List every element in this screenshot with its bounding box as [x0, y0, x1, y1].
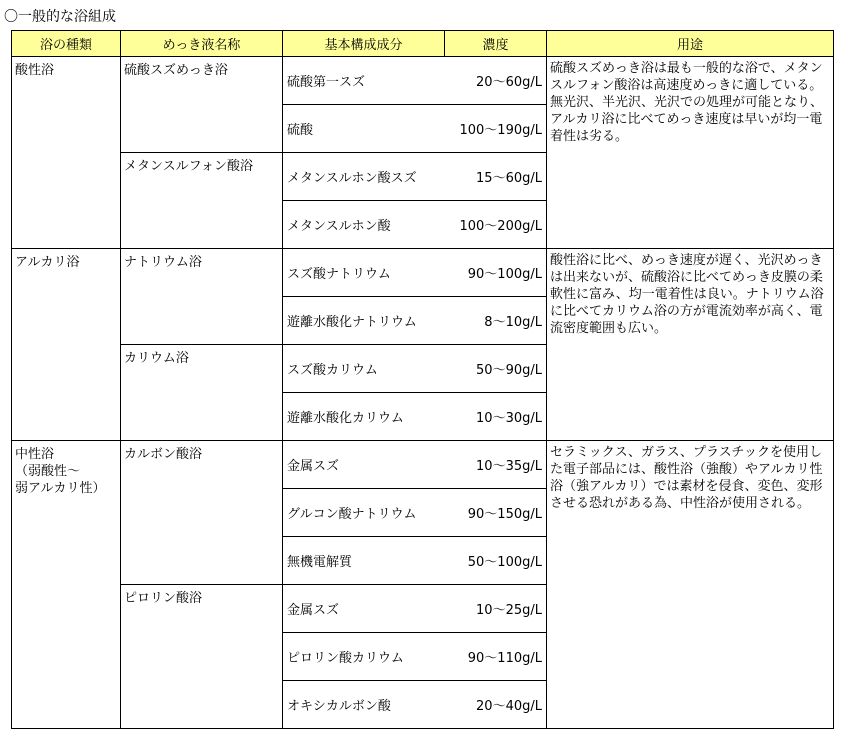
concentration-cell: 10〜35g/L	[445, 441, 547, 489]
component-cell: 硫酸第一スズ	[283, 57, 445, 105]
solution-name-cell: メタンスルフォン酸浴	[121, 153, 283, 249]
concentration-cell: 90〜100g/L	[445, 249, 547, 297]
concentration-cell: 90〜110g/L	[445, 633, 547, 681]
component-cell: ピロリン酸カリウム	[283, 633, 445, 681]
component-cell: スズ酸カリウム	[283, 345, 445, 393]
table-row	[12, 249, 834, 297]
bath-type-cell	[12, 441, 121, 729]
component-cell: オキシカルボン酸	[283, 681, 445, 729]
concentration-cell: 90〜150g/L	[445, 489, 547, 537]
use-cell: 硫酸スズめっき浴は最も一般的な浴で、メタンスルフォン酸浴は高速度めっきに適している。無光沢、半光沢、光沢での処理が可能となり、アルカリ浴に比べてめっき速度は早いが均一電着性は劣る。	[547, 57, 834, 249]
bath-type-line: 中性浴	[15, 447, 55, 462]
concentration-cell: 50〜90g/L	[445, 345, 547, 393]
component-cell: 遊離水酸化カリウム	[283, 393, 445, 441]
bath-type-cell: 酸性浴	[12, 57, 121, 249]
concentration-cell: 8〜10g/L	[445, 297, 547, 345]
bath-type-cell: アルカリ浴	[12, 249, 121, 441]
concentration-cell: 10〜30g/L	[445, 393, 547, 441]
header-bath-type: 浴の種類	[12, 31, 121, 57]
header-solution-name: めっき液名称	[121, 31, 283, 57]
concentration-cell: 15〜60g/L	[445, 153, 547, 201]
use-cell: セラミックス、ガラス、プラスチックを使用した電子部品には、酸性浴（強酸）やアルカリ性浴（強アルカリ）では素材を侵食、変色、変形させる恐れがある為、中性浴が使用される。	[547, 441, 834, 729]
concentration-cell: 10〜25g/L	[445, 585, 547, 633]
component-cell: 無機電解質	[283, 537, 445, 585]
solution-name-cell: カルボン酸浴	[121, 441, 283, 585]
component-cell: メタンスルホン酸スズ	[283, 153, 445, 201]
table-row	[12, 441, 834, 489]
concentration-cell: 20〜40g/L	[445, 681, 547, 729]
use-cell: 酸性浴に比べ、めっき速度が遅く、光沢めっきは出来ないが、硫酸浴に比べてめっき皮膜の柔軟性に富み、均一電着性は良い。ナトリウム浴に比べてカリウム浴の方が電流効率が高く、電流密度範囲も広い。	[547, 249, 834, 441]
component-cell: メタンスルホン酸	[283, 201, 445, 249]
header-row	[12, 31, 834, 57]
table-row	[12, 57, 834, 105]
concentration-cell: 50〜100g/L	[445, 537, 547, 585]
component-cell: 遊離水酸化ナトリウム	[283, 297, 445, 345]
bath-composition-table	[11, 30, 834, 729]
concentration-cell: 100〜190g/L	[445, 105, 547, 153]
solution-name-cell: 硫酸スズめっき浴	[121, 57, 283, 153]
header-concentration: 濃度	[445, 31, 547, 57]
bath-type-line: 弱アルカリ性）	[15, 481, 106, 496]
page-title: 〇一般的な浴組成	[4, 9, 116, 25]
header-use: 用途	[547, 31, 834, 57]
header-composition: 基本構成成分	[283, 31, 445, 57]
component-cell: スズ酸ナトリウム	[283, 249, 445, 297]
concentration-cell: 100〜200g/L	[445, 201, 547, 249]
solution-name-cell: ピロリン酸浴	[121, 585, 283, 729]
component-cell: グルコン酸ナトリウム	[283, 489, 445, 537]
component-cell: 硫酸	[283, 105, 445, 153]
bath-type-line: （弱酸性〜	[15, 464, 81, 479]
component-cell: 金属スズ	[283, 585, 445, 633]
component-cell: 金属スズ	[283, 441, 445, 489]
concentration-cell: 20〜60g/L	[445, 57, 547, 105]
solution-name-cell: ナトリウム浴	[121, 249, 283, 345]
solution-name-cell: カリウム浴	[121, 345, 283, 441]
